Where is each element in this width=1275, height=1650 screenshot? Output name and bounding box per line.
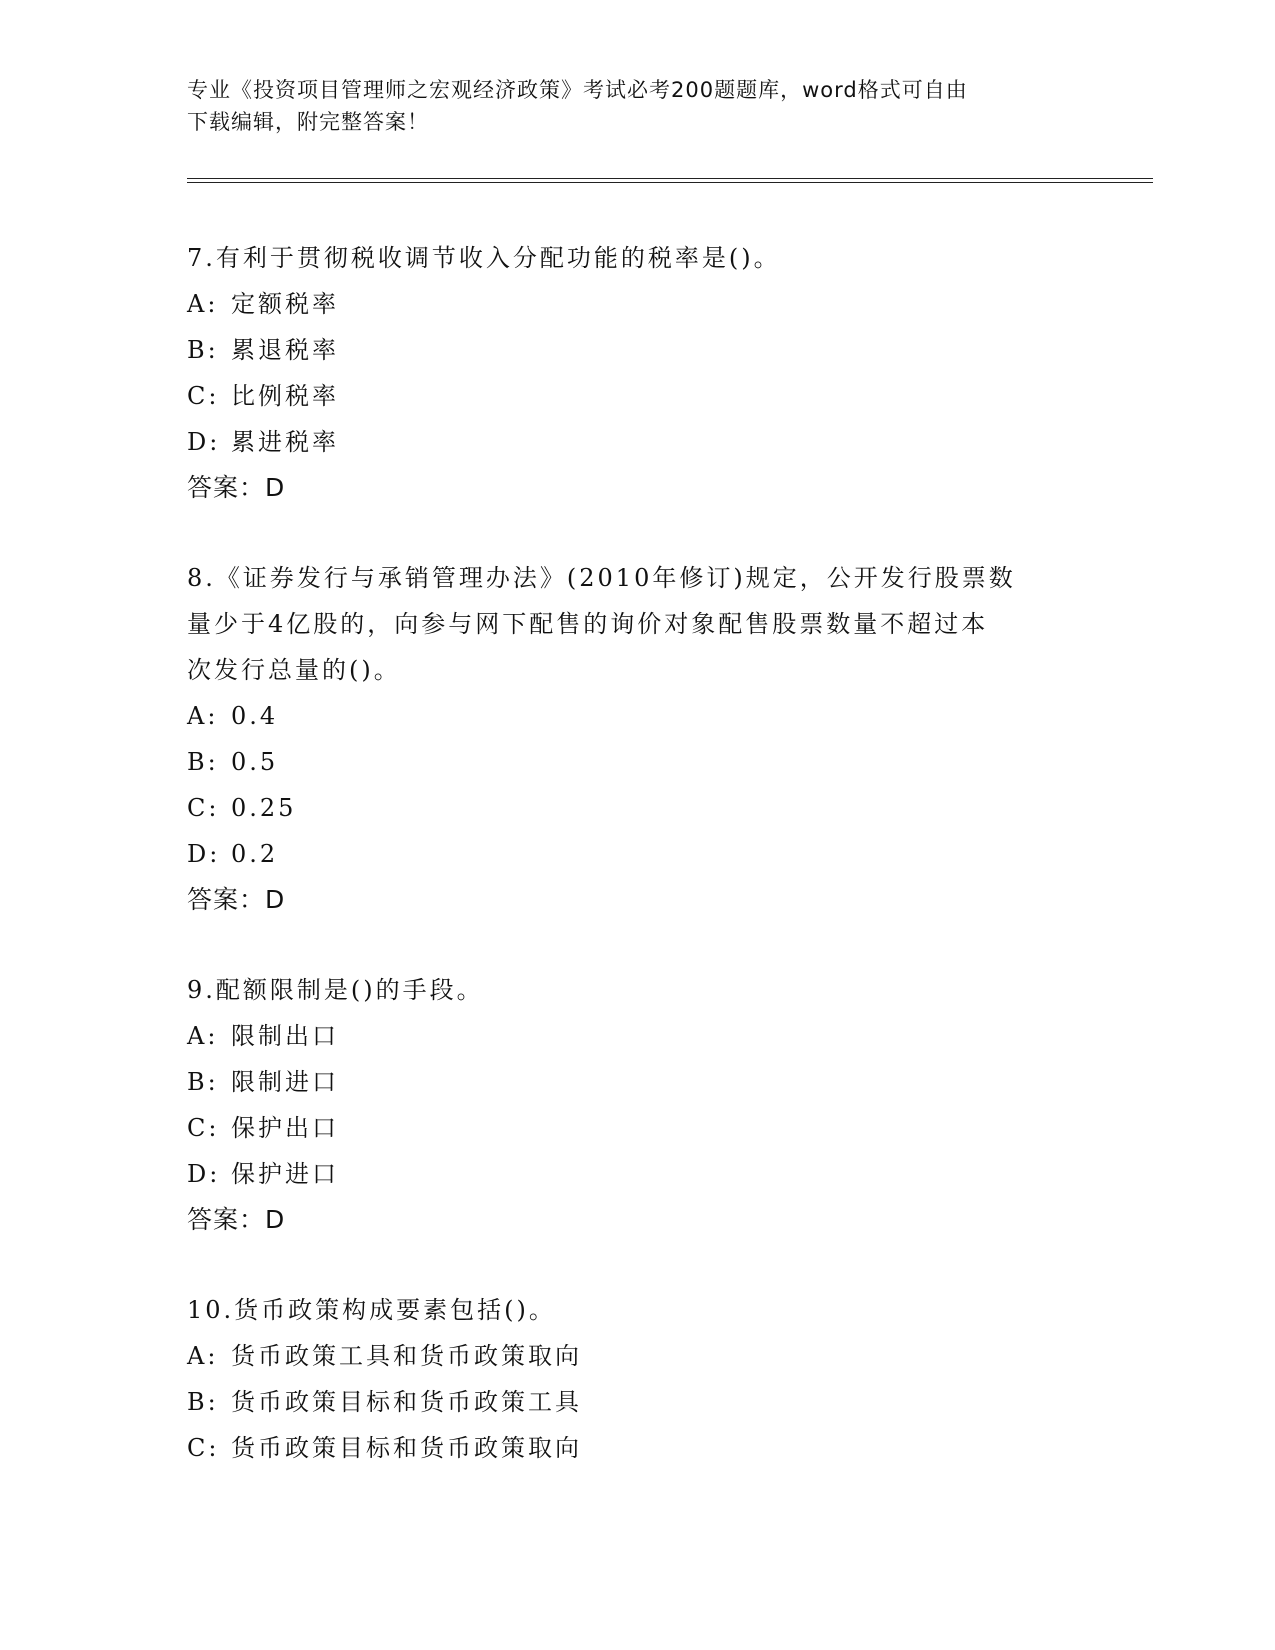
question-text-line-3: 次发行总量的()。 bbox=[187, 656, 401, 684]
question-text: 10.货币政策构成要素包括()。 bbox=[187, 1296, 556, 1324]
option-text: 限制进口 bbox=[231, 1068, 339, 1096]
answer-label: 答案：D bbox=[187, 473, 286, 502]
question-text: 7.有利于贯彻税收调节收入分配功能的税率是()。 bbox=[187, 244, 781, 272]
option-text: 货币政策目标和货币政策取向 bbox=[231, 1434, 582, 1462]
option-letter: D: bbox=[187, 840, 221, 868]
option-letter: C: bbox=[187, 794, 220, 822]
option-text: 限制出口 bbox=[231, 1022, 339, 1050]
option-a bbox=[187, 1013, 1087, 1059]
question-8 bbox=[187, 555, 1087, 923]
option-text: 累退税率 bbox=[231, 336, 339, 364]
option-text: 货币政策目标和货币政策工具 bbox=[231, 1388, 582, 1416]
option-text: 0.4 bbox=[231, 702, 279, 730]
question-text-line-2: 量少于4亿股的，向参与网下配售的询价对象配售股票数量不超过本 bbox=[187, 610, 989, 638]
option-letter: B: bbox=[187, 1388, 219, 1416]
option-b bbox=[187, 1059, 1087, 1105]
option-a bbox=[187, 693, 1087, 739]
question-10 bbox=[187, 1287, 1087, 1471]
option-d bbox=[187, 1151, 1087, 1197]
option-b bbox=[187, 327, 1087, 373]
option-letter: C: bbox=[187, 1434, 220, 1462]
option-d bbox=[187, 831, 1087, 877]
option-letter: A: bbox=[187, 290, 219, 318]
answer-label: 答案：D bbox=[187, 885, 286, 914]
option-text: 定额税率 bbox=[231, 290, 339, 318]
option-letter: D: bbox=[187, 428, 221, 456]
option-letter: A: bbox=[187, 1342, 219, 1370]
option-c bbox=[187, 373, 1087, 419]
document-header bbox=[187, 74, 1087, 138]
option-letter: C: bbox=[187, 1114, 220, 1142]
header-line-1: 专业《投资项目管理师之宏观经济政策》考试必考200题题库，word格式可自由 bbox=[187, 78, 968, 102]
option-text: 0.5 bbox=[231, 748, 279, 776]
option-letter: C: bbox=[187, 382, 220, 410]
header-line-2: 下载编辑，附完整答案！ bbox=[187, 110, 429, 134]
option-text: 比例税率 bbox=[231, 382, 339, 410]
option-a bbox=[187, 1333, 1087, 1379]
option-text: 保护进口 bbox=[231, 1160, 339, 1188]
option-text: 0.25 bbox=[231, 794, 297, 822]
option-letter: B: bbox=[187, 336, 219, 364]
option-text: 0.2 bbox=[231, 840, 279, 868]
option-letter: A: bbox=[187, 702, 219, 730]
option-letter: A: bbox=[187, 1022, 219, 1050]
answer-label: 答案：D bbox=[187, 1205, 286, 1234]
option-letter: B: bbox=[187, 1068, 219, 1096]
option-c bbox=[187, 1105, 1087, 1151]
question-text-line-1: 8.《证券发行与承销管理办法》(2010年修订)规定，公开发行股票数 bbox=[187, 564, 1016, 592]
option-b bbox=[187, 739, 1087, 785]
question-text: 9.配额限制是()的手段。 bbox=[187, 976, 484, 1004]
header-divider-bottom bbox=[187, 182, 1153, 183]
question-9 bbox=[187, 967, 1087, 1243]
option-a bbox=[187, 281, 1087, 327]
option-c bbox=[187, 785, 1087, 831]
option-letter: B: bbox=[187, 748, 219, 776]
option-text: 累进税率 bbox=[231, 428, 339, 456]
option-text: 保护出口 bbox=[231, 1114, 339, 1142]
option-b bbox=[187, 1379, 1087, 1425]
question-list bbox=[187, 235, 1087, 1471]
option-c bbox=[187, 1425, 1087, 1471]
question-7 bbox=[187, 235, 1087, 511]
option-d bbox=[187, 419, 1087, 465]
option-text: 货币政策工具和货币政策取向 bbox=[231, 1342, 582, 1370]
option-letter: D: bbox=[187, 1160, 221, 1188]
header-divider-top bbox=[187, 178, 1153, 179]
